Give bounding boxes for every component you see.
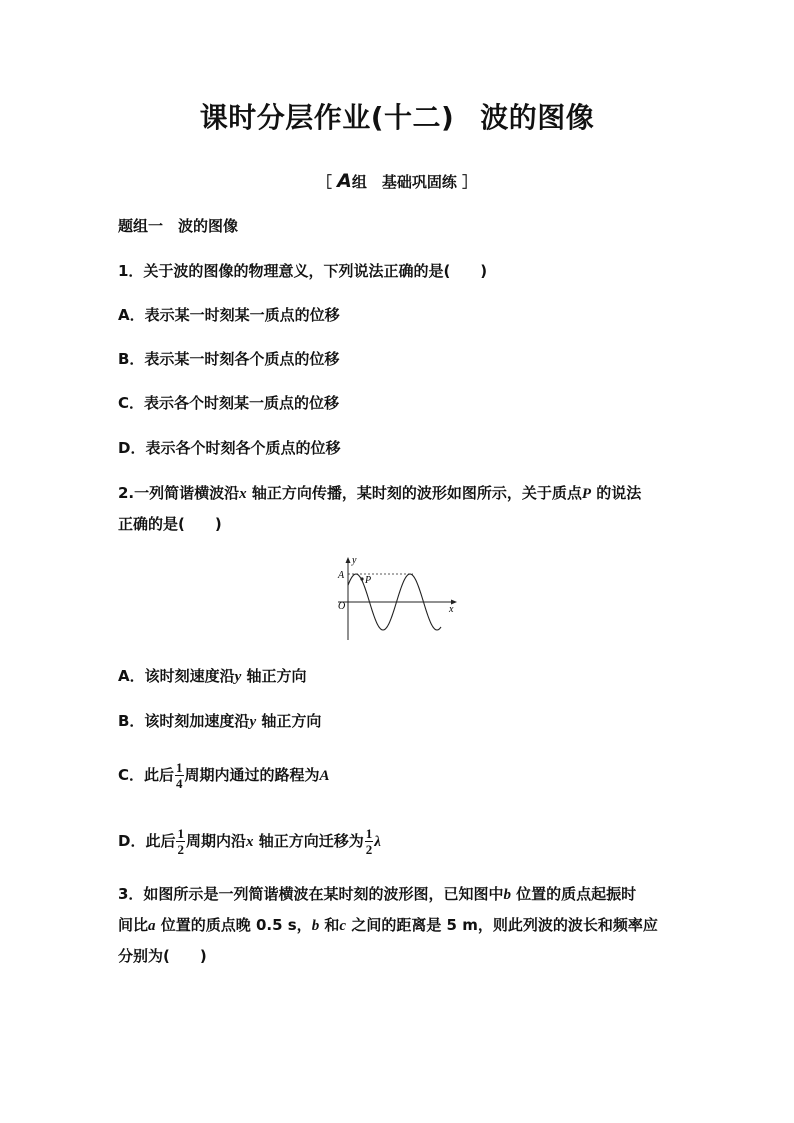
- point-p-marker: [360, 577, 363, 580]
- q3-line1: 3．如图所示是一列简谐横波在某时刻的波形图，已知图中b 位置的质点起振时: [118, 885, 637, 903]
- group-bracket-close: ］: [462, 173, 478, 191]
- q3-line3: 分别为( ): [118, 947, 207, 965]
- fraction-one-half: $\frac{1}{2}$: [177, 826, 184, 857]
- q1-option-a: A．表示某一时刻某一质点的位移: [118, 306, 340, 324]
- group-bracket-open: ［: [316, 173, 332, 191]
- group-letter: A: [337, 170, 352, 192]
- group-text: 组 基础巩固练: [351, 173, 457, 191]
- title-sub: 波的图像: [480, 101, 595, 134]
- point-p-label: P: [365, 575, 372, 586]
- page-title: [0, 96, 794, 136]
- y-axis-arrow: [346, 557, 351, 563]
- q3-line2: 间比a 位置的质点晚 0.5 s，b 和c 之间的距离是 5 m，则此列波的波长和频率应: [118, 916, 658, 934]
- q1-stem: 1．关于波的图像的物理意义，下列说法正确的是( ): [118, 262, 488, 280]
- wave-figure: [333, 554, 463, 644]
- title-main: 课时分层作业(十二): [199, 101, 455, 134]
- q2-option-c: C．此后 $\frac{1}{4}$ 周期内通过的路程为A: [118, 760, 330, 791]
- x-axis-label: x: [449, 604, 454, 615]
- q2-option-d: D．此后 $\frac{1}{2}$ 周期内沿x 轴正方向迁移为 $\frac{1}{2}$ λ: [118, 826, 381, 857]
- q1-option-c: C．表示各个时刻某一质点的位移: [118, 394, 340, 412]
- amplitude-label: A: [338, 570, 345, 581]
- group-heading: [0, 170, 794, 192]
- section-heading: 题组一 波的图像: [118, 217, 239, 235]
- wave-graph: [333, 554, 463, 644]
- q1-option-b: B．表示某一时刻各个质点的位移: [118, 350, 340, 368]
- fraction-one-quarter: $\frac{1}{4}$: [176, 760, 183, 791]
- q2-stem-line1: 2.一列简谐横波沿x 轴正方向传播，某时刻的波形如图所示，关于质点P 的说法: [118, 484, 642, 502]
- fraction-one-half-lambda: $\frac{1}{2}$: [365, 826, 373, 857]
- y-axis-label: y: [352, 555, 357, 566]
- q2-option-a: A．该时刻速度沿y 轴正方向: [118, 667, 307, 685]
- q1-option-d: D．表示各个时刻各个质点的位移: [118, 439, 341, 457]
- origin-label: O: [338, 601, 346, 612]
- q2-stem-line2: 正确的是( ): [118, 515, 222, 533]
- q2-option-b: B．该时刻加速度沿y 轴正方向: [118, 712, 322, 730]
